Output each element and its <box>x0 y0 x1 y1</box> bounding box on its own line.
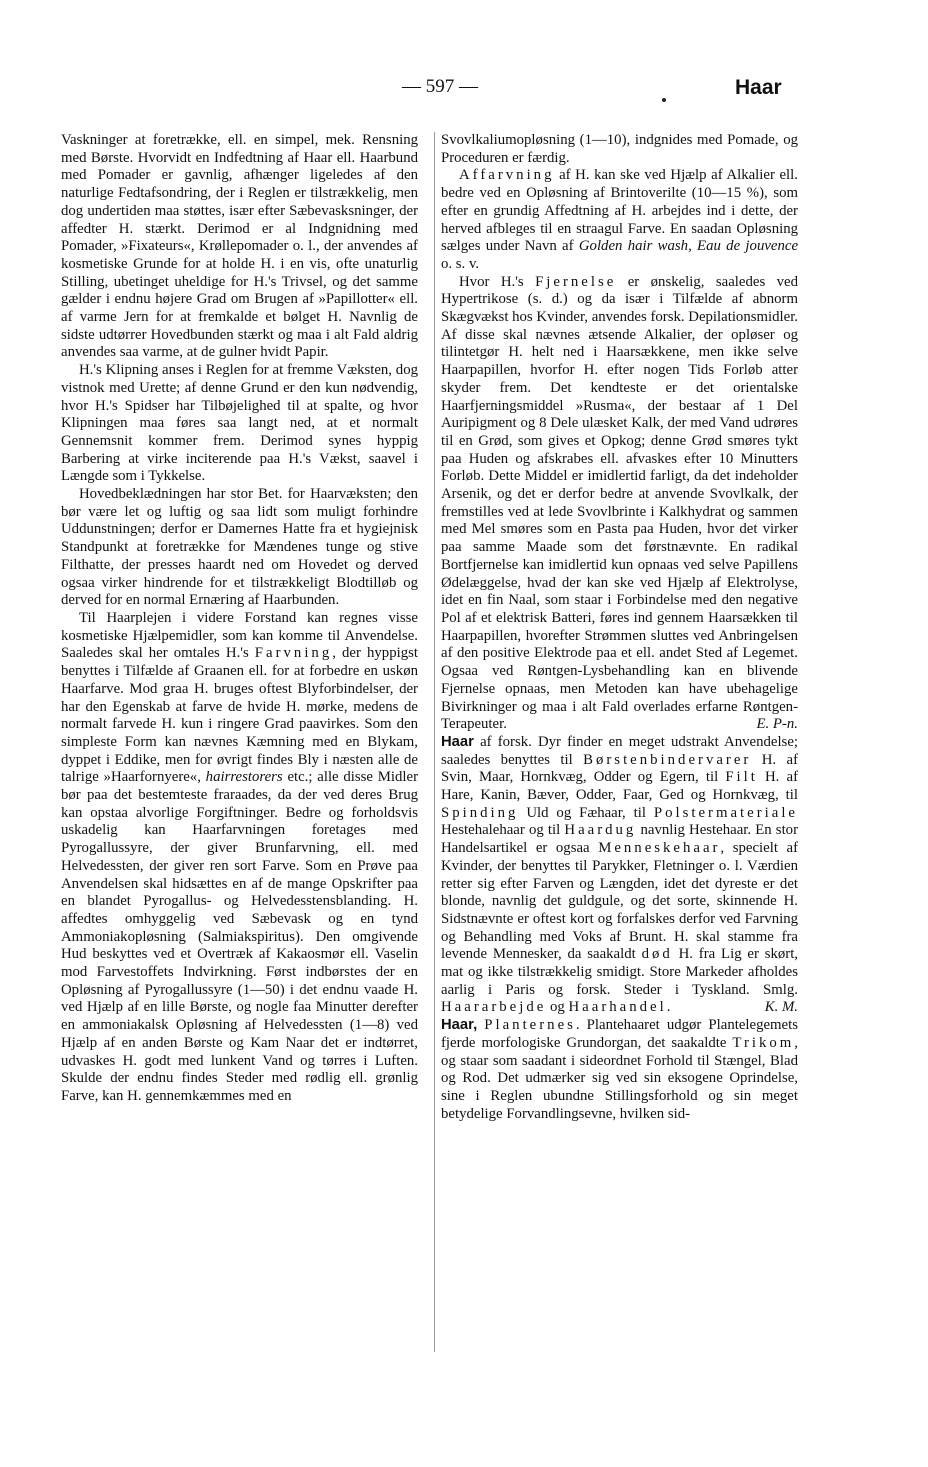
text-run: , specielt af Kvinder, der benyttes til Parykker, Fletninger o. l. Værdien retter sig efter Farven og Længden, idet det dyreste er det blonde, navnlig det guldgule, og det sorte, skinnende H. Sidstnævnte er oftest kort og forfalskes derfor ved Farvning og Behandling med Voks af Brunt. H. skal stamme fra levende Mennesker, da saakaldt <box>441 840 798 963</box>
text-run: af forsk. Dyr finder en meget udstrakt Anvendelse; saaledes benyttes til <box>441 733 798 768</box>
paragraph-klipning: H.'s Klipning anses i Reglen for at fremme Væksten, dog vistnok med Urette; af denne Grund er den kun nødvendig, hvor H.'s Spidser har Tilbøjelighed til at spalte, og hvor Klipningen maa føres saa langt ned, at et normalt Gennemsnit kommer frem. Derimod synes hyppig Barbering at virke inciterende paa H.'s Vækst, saavel i Længde som i Tykkelse. <box>61 362 418 485</box>
spaced-term: Menneskehaar <box>598 840 721 857</box>
paragraph-svovlkalium: Svovlkaliumopløsning (1—10), indgnides med Pomade, og Proceduren er færdig. <box>441 132 798 166</box>
entry-haar-planternes <box>441 1017 798 1123</box>
paragraph-fjernelse <box>441 274 798 734</box>
print-speck <box>662 98 666 102</box>
text-run: af H. kan ske ved Hjælp af Alkalier ell. bedre ved en Opløsning af Brintoverilte (10—15 %), som efter en grundig Affedtning af H. arbejdes ind i dette, der herved afbleges til en straagul Farve. En saadan Opløsning sælges under Navn af <box>441 167 798 255</box>
spaced-term: Haardug <box>564 822 637 839</box>
text-run: , og staar som saadant i sideordnet Forhold til Stængel, Blad og Rod. Det udmærker sig ved sin eksogene Oprindelse, sine i Reglen ubundne Stillingsforhold og sin meget betydelige Forvandlingsevne, hvilken sid- <box>441 1034 798 1122</box>
headword: Haar, <box>441 1017 478 1034</box>
spaced-term: Affarvning <box>459 167 555 184</box>
spaced-term: Fjernelse <box>535 273 617 290</box>
text-run: H. af Hare, Kanin, Bæver, Odder, Faar, Ged og Hornkvæg, til <box>441 769 798 804</box>
text-run: H. fra Lig er skørt, mat og ikke tilstrækkelig smidigt. Store Markeder afholdes aarlig i Paris og forsk. Steder i Tyskland. Smlg. <box>441 946 799 998</box>
text-run: Til Haarplejen i videre Forstand kan regnes visse kosmetiske Hjælpemidler, som kan komme til Anvendelse. Saaledes skal her omtales H.'s <box>61 609 418 662</box>
spaced-term: Haararbejde <box>441 999 547 1016</box>
spaced-term: Børstenbindervarer <box>583 751 752 768</box>
author-signature: E. P-n. <box>756 716 798 733</box>
text-run: etc.; alle disse Midler bør paa det bestemteste fraraades, da der ved deres Brug kan opstaa alvorlige Forgiftninger. Bedre og forholdsvis uskadelig kan Haarfarvningen foretages med Pyrogallussyre, der giver Brunfarvning, ell. med Helvedessten, der giver ren sort Farve. Som en Prøve paa Anvendelsen skal hidsættes en af de mange Opskrifter paa en blandet Pyrogallus- og Helvedesstensblanding. H. affedtes omhyggelig ved Sæbevask og en tynd Ammoniakopløsning (Salmiakspiritus). Den omgivende Hud beskyttes ved et Overtræk af Kakaosmør ell. Vaselin mod Farvestoffets Indvirkning. Først indbørstes der en Opløsning af Pyrogallussyre (1—50) i det endnu vaade H. ved Hjælp af en lille Børste, og nogle faa Minutter derefter en ammoniakalsk Opløsning af Helvedessten (1—8) ved Hjælp af en anden Børste og Kam Naar det er indtørret, udvaskes H. godt med lunkent Vand og tørres i Luften. Skulde der endnu findes Steder med rødlig ell. grønlig Farve, kan H. gennemkæmmes med en <box>61 769 418 1104</box>
text-run: o. s. v. <box>441 255 480 272</box>
text-run: Hvor H.'s <box>459 273 524 290</box>
italic-term: hairrestorers <box>205 769 283 786</box>
spaced-term: Haarhandel <box>568 999 667 1016</box>
text-run: Uld og Fæhaar, til <box>526 804 646 821</box>
paragraph-affarvning <box>441 167 798 273</box>
paragraph-pomade: Vaskninger at foretrække, ell. en simpel, mek. Rensning med Børste. Hvorvidt en Indfedtning af Haar ell. Haarbund med Pomader er gavnlig, afhænger ligeledes af den naturlige Fedtafsondring, der i Reglen er tilstrækkelig, men dog undertiden maa støttes, især efter Sæbevasksninger, der affedter H. stærkt. Derimod er al Indgnidning med Pomader, »Fixateurs«, Krøllepomader o. l., der anvendes af kosmetiske Grunde for at holde H. i en vis, ofte unaturlig Stilling, ubetinget uheldige for H.'s Trivsel, og det samme gælder i endnu højere Grad om Brugen af »Papillotter« ell. af varme Jern for at fremkalde et bølget H. Navnlig de sidste udtørrer Hovedbunden stærkt og maa i alt Fald aldrig anvendes saa varme, at de gulner hvidt Papir. <box>61 132 418 361</box>
page-number: — 597 — <box>402 76 478 97</box>
column-divider <box>434 132 435 1352</box>
spaced-term: Filt <box>725 769 758 786</box>
paragraph-hovedbeklaedning: Hovedbeklædningen har stor Bet. for Haarvæksten; den bør være let og luftig og saa lidt som muligt forhindre Uddunstningen; derfor er Damernes Hatte fra et hygiejnisk Standpunkt at foretrække for Mændenes tunge og stive Filthatte, der presses haardt ned om Hovedet og derved ogsaa virker hindrende for et tilstrækkeligt Blodtilløb og derved for en normal Ernæring af Haarbunden. <box>61 486 418 609</box>
spaced-term: Polstermateriale <box>653 804 799 821</box>
text-run: , der hyppigst benyttes i Tilfælde af Graanen ell. for at forbedre en uskøn Haarfarve. Mod graa H. bruges oftest Blyforbindelser, der har den Egenskab at farve de hvide H. mørke, medens de normalt farvede H. kun i ringere Grad paavirkes. Som den simpleste Form kan nævnes Kæmning med en Blykam, dyppet i Eddike, men for øvrigt findes Bly i næsten alle de talrige »Haarfornyere«, <box>61 645 418 786</box>
text-run: . <box>666 999 671 1016</box>
text-run: . Plantehaaret udgør Plantelegemets fjerde morfologiske Grundorgan, det saakaldte <box>441 1017 798 1051</box>
running-head: Haar <box>735 76 782 99</box>
spaced-term: Farvning <box>254 645 333 662</box>
text-run: H. af Svin, Maar, Hornkvæg, Odder og Egern, til <box>441 751 798 786</box>
spaced-term: Spinding <box>441 804 519 821</box>
entry-haar-dyr <box>441 734 798 1017</box>
spaced-term: Trikom <box>732 1034 795 1051</box>
right-column <box>441 132 798 1123</box>
text-run: er ønskelig, saaledes ved Hypertrikose (s. d.) og da især i Tilfælde af abnorm Skægvækst hos Kvinder, anvendes forsk. Depilationsmidler. Af disse skal nævnes ætsende Alkalier, der opløser og tilintetgør H. helt ned i Haarsækkene, men ikke selve Haarpapillen, hvorfor H. efter nogen Tids Forløb atter skyder frem. Det kendteste er det orientalske Haarfjerningsmiddel »Rusma«, der bestaar af 1 Del Auripigment og 8 Dele ulæsket Kalk, der med Vand udrøres til en Grød, som gives et Opkog; denne Grød smøres tykt paa Huden og afskrabes ell. afvaskes efter 10 Minutters Forløb. Dette Middel er imidlertid farligt, da det indeholder Arsenik, og det er derfor bedre at anvende Svovlkalk, der fremstilles ved at lede Svovlbrinte i Kalkhydrat og sammen med Mel smøres som en Pasta paa Huden, hvor det virker paa samme Maade som det førstnævnte. En radikal Bortfjernelse kan imidlertid kun opnaas ved selve Papillens Ødelæggelse, hvad der kan ske ved Hjælp af Elektrolyse, idet en fin Naal, som staar i Forbindelse med den negative Pol af et elektrisk Batteri, føres ind gennem Haarsækken til Haarpapillen, hvorefter Strømmen sluttes ved Anbringelsen af den positive Elektrode paa et ell. andet Sted af Legemet. Ogsaa ved Røntgen-Lysbehandling kan en blivende Fjernelse opnaas, men Metoden kan have ubehagelige Bivirkninger og maa i alt Fald overlades erfarne Røntgen-Terapeuter. <box>441 273 798 733</box>
text-run: navnlig Hestehaar. En stor Handelsartikel er ogsaa <box>441 822 799 857</box>
spaced-term: død <box>641 946 673 963</box>
headword: Haar <box>441 733 474 750</box>
italic-term: Golden hair wash, Eau de jouvence <box>578 238 799 255</box>
left-column <box>61 132 418 1106</box>
spaced-term: Planternes <box>484 1017 576 1034</box>
author-signature: K. M. <box>764 999 798 1016</box>
text-run: Hestehalehaar og til <box>441 822 561 839</box>
paragraph-farvning <box>61 610 418 1106</box>
text-run: og <box>550 999 565 1016</box>
